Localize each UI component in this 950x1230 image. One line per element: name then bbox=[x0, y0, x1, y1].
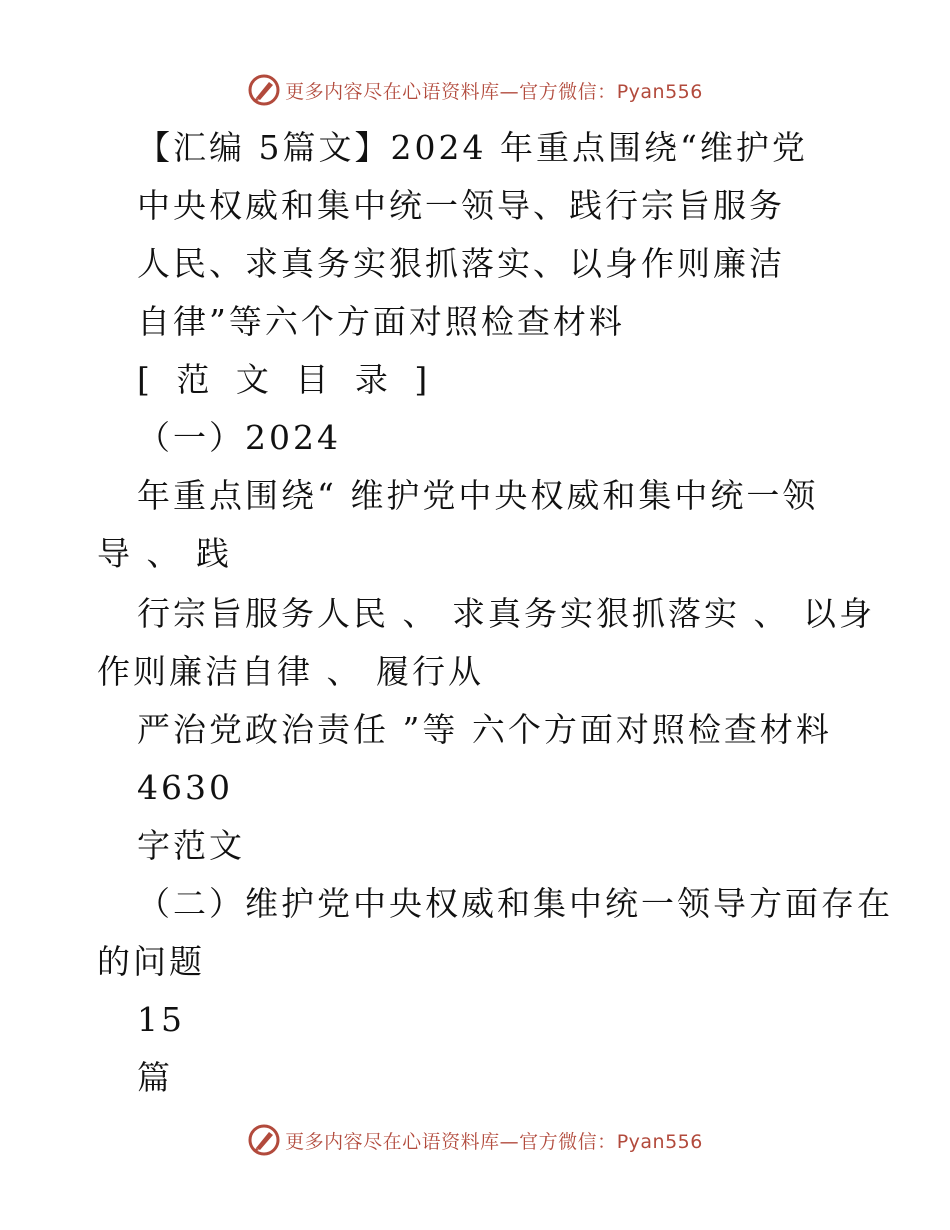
watermark-text: 更多内容尽在心语资料库—官方微信：Pyan556 bbox=[285, 1130, 703, 1153]
toc-item-1-suffix: 字范文 bbox=[137, 826, 245, 865]
toc-item-1-line-2: 导 、 践 bbox=[97, 534, 232, 573]
toc-item-1-number: （一）2024 bbox=[137, 418, 341, 457]
toc-item-1-line-3: 行宗旨服务人民 、 求真务实狠抓落实 、 以身 bbox=[137, 594, 875, 633]
toc-item-2-count: 15 bbox=[137, 1000, 185, 1039]
title-line-1: 【汇编 5篇文】2024 年重点围绕“维护党 bbox=[137, 128, 808, 167]
toc-item-1-line-4: 作则廉洁自律 、 履行从 bbox=[97, 652, 484, 691]
toc-heading: [ 范 文 目 录 ] bbox=[137, 360, 436, 399]
toc-item-1-line-1: 年重点围绕“ 维护党中央权威和集中统一领 bbox=[137, 476, 819, 515]
toc-item-1-line-5: 严治党政治责任 ”等 六个方面对照检查材料 bbox=[137, 710, 832, 749]
toc-item-2-line-2: 的问题 bbox=[97, 942, 205, 981]
toc-item-2-line-1: （二）维护党中央权威和集中统一领导方面存在 bbox=[137, 884, 893, 923]
toc-item-2-suffix: 篇 bbox=[137, 1058, 173, 1097]
watermark-text: 更多内容尽在心语资料库—官方微信：Pyan556 bbox=[285, 80, 703, 103]
title-line-2: 中央权威和集中统一领导、践行宗旨服务 bbox=[137, 186, 785, 225]
watermark-footer bbox=[0, 1120, 950, 1160]
title-line-3: 人民、求真务实狠抓落实、以身作则廉洁 bbox=[137, 244, 785, 283]
title-line-4: 自律”等六个方面对照检查材料 bbox=[137, 302, 625, 341]
toc-item-1-word-count: 4630 bbox=[137, 768, 233, 807]
pen-logo-icon bbox=[247, 1123, 281, 1157]
